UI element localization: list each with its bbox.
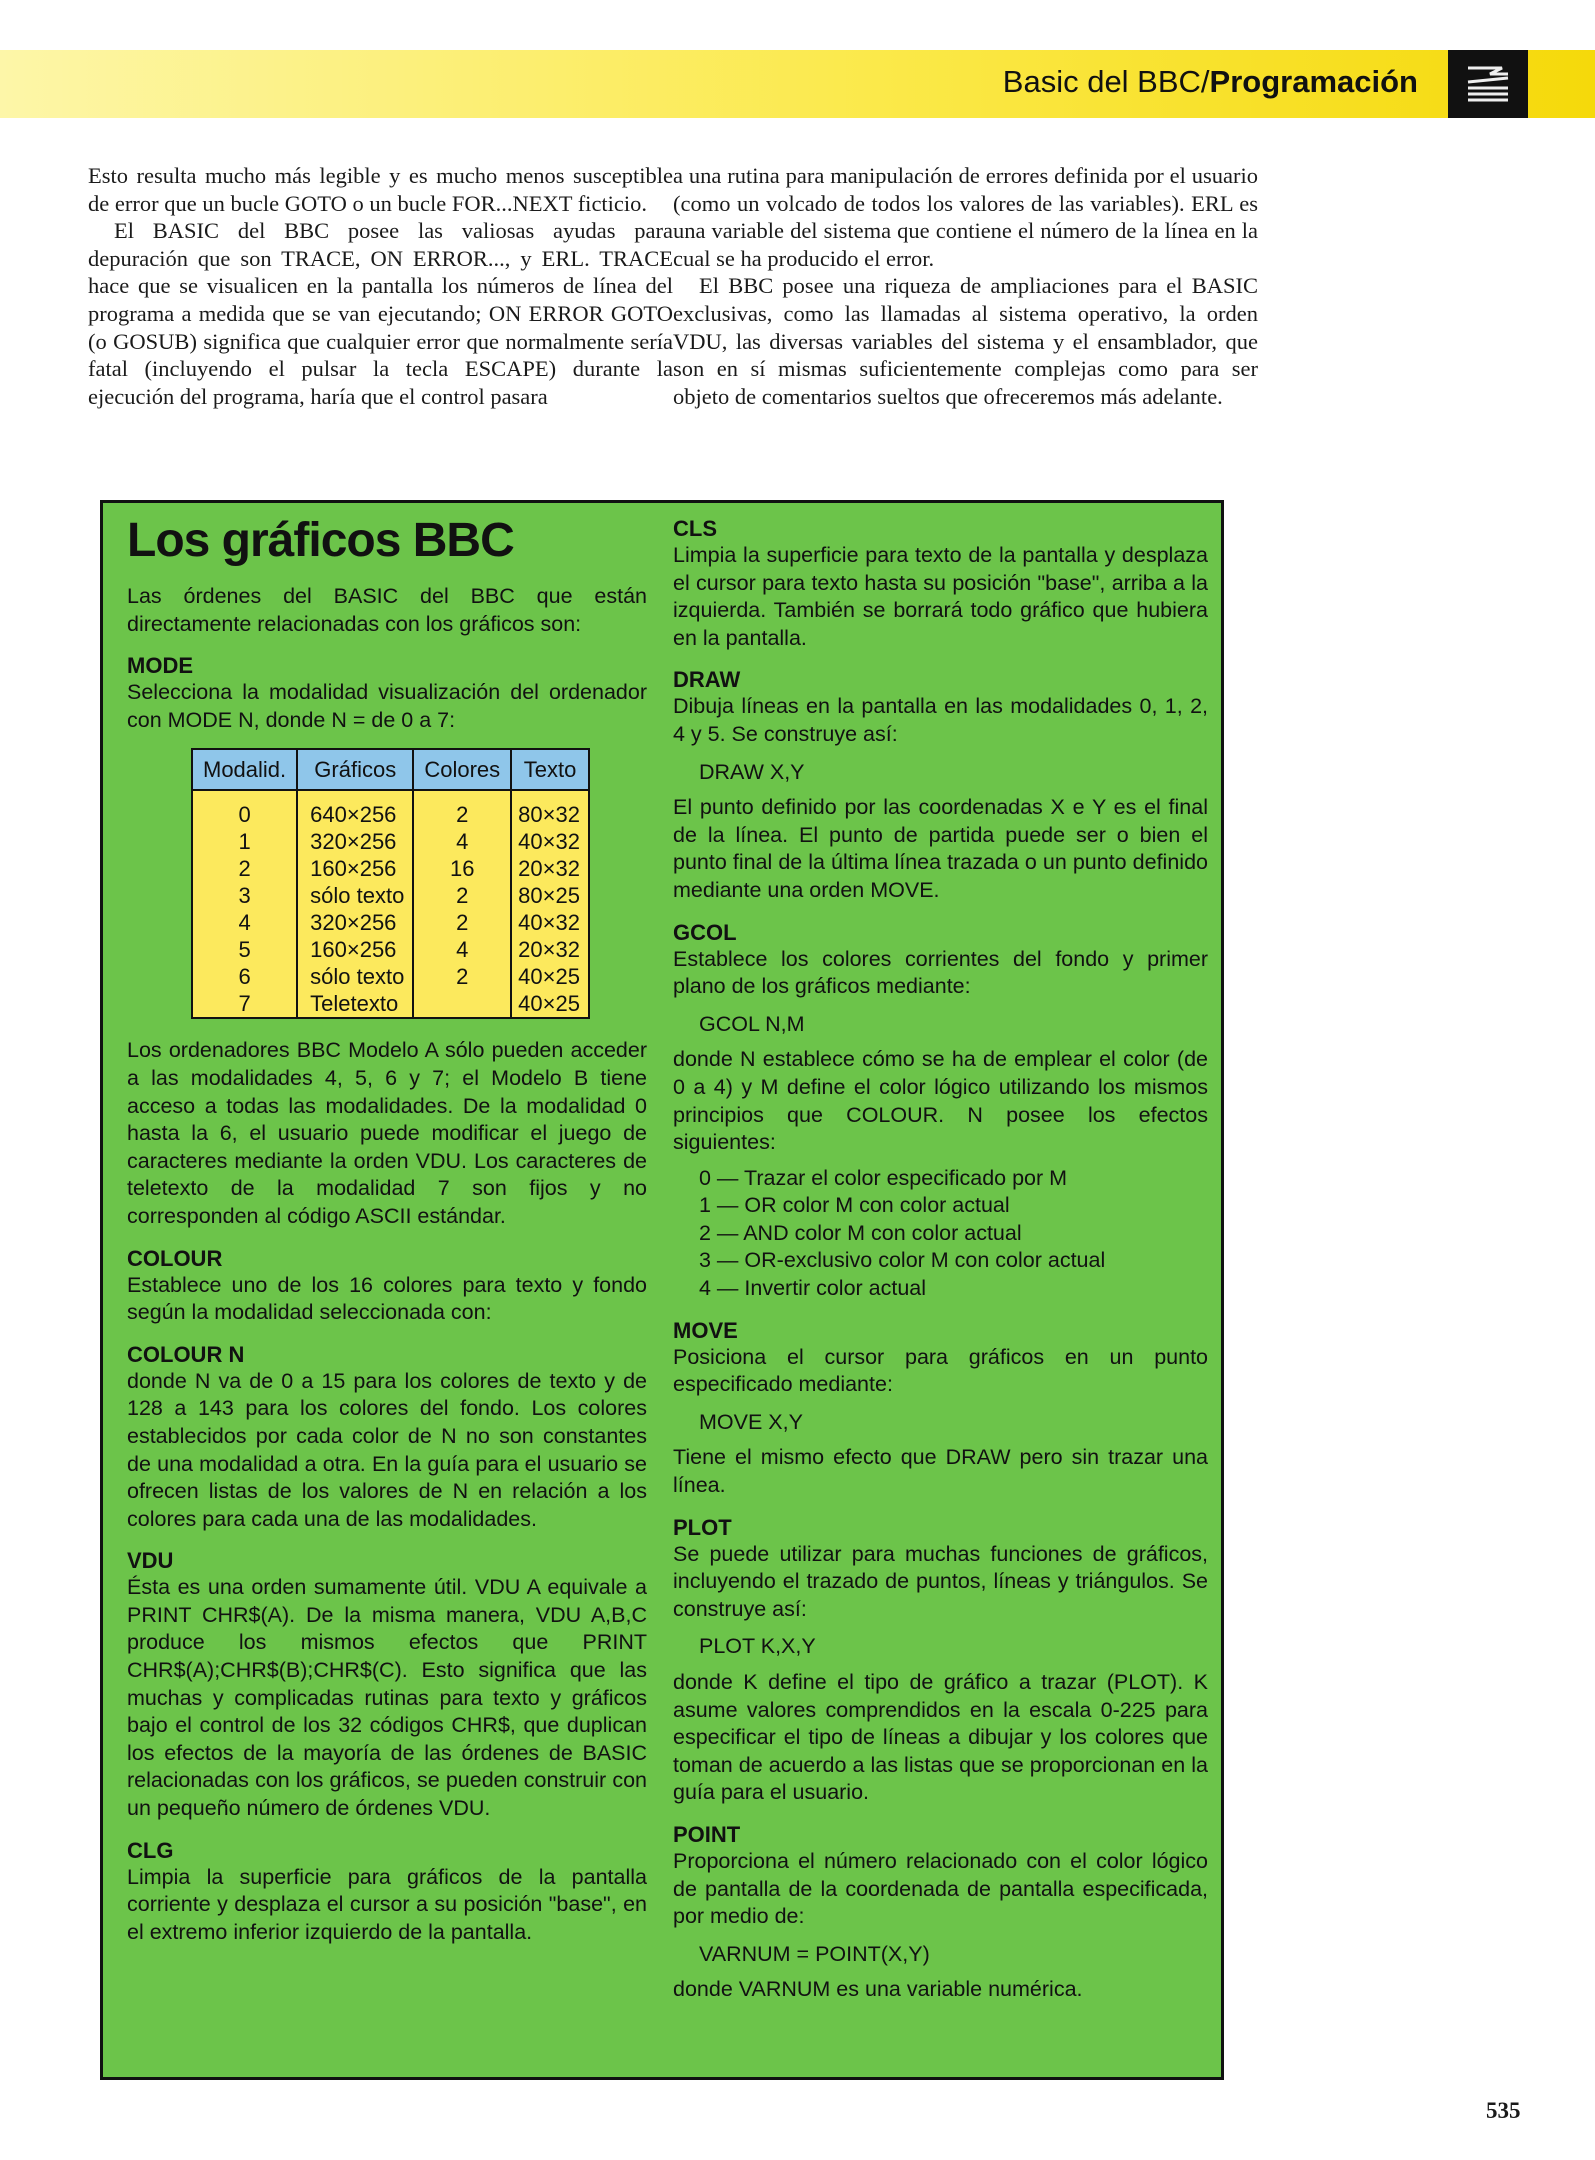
cell: 40×32: [511, 828, 589, 855]
section-text: donde N va de 0 a 15 para los colores de texto y de 128 a 143 para los colores del fondo. Los colores establecidos por cada color de N no son constantes de una modalidad a otra. En la guía para el usuario se ofrecen listas de los valores de N en relación a los colores para cada una de las modalidades.: [127, 1368, 647, 1531]
section-heading: PLOT: [673, 1514, 732, 1540]
code-example: GCOL N,M: [699, 1011, 805, 1036]
col-header: Colores: [413, 749, 511, 790]
section-heading: POINT: [673, 1821, 741, 1847]
section-mode: [127, 652, 647, 734]
cell: 2: [413, 790, 511, 828]
cell: 40×25: [511, 990, 589, 1018]
section-text: donde VARNUM es una variable numérica.: [673, 1977, 1083, 2002]
cell: 2: [413, 909, 511, 936]
list-item: 4 — Invertir color actual: [699, 1276, 927, 1301]
section-text: Limpia la superficie para gráficos de la pantalla corriente y desplaza el cursor a su posición "base", en el extremo inferior izquierdo de la pantalla.: [127, 1864, 647, 1944]
table-header-row: [192, 749, 589, 790]
cell: 20×32: [511, 936, 589, 963]
table-row: [192, 936, 589, 963]
table-row: [192, 828, 589, 855]
cell: 40×25: [511, 963, 589, 990]
section-clg: [127, 1837, 647, 1947]
list-item: 3 — OR-exclusivo color M con color actual: [699, 1248, 1106, 1273]
cell: 0: [192, 790, 297, 828]
section-colour-n: [127, 1341, 647, 1534]
section-plot: [673, 1514, 1208, 1807]
section-cls: [673, 515, 1208, 652]
intro-paragraph: a una rutina para manipulación de errores definida por el usuario (como un volcado de todos los valores de las variables). ERL es una variable del sistema que contiene el número de la línea en la cual se ha producido el error.: [673, 163, 1258, 271]
section-text: Ésta es una orden sumamente útil. VDU A equivale a PRINT CHR$(A). De la misma manera, VDU A,B,C produce los mismos efectos que PRINT CHR$(A);CHR$(B);CHR$(C). Esto significa que las muchas y complicadas rutinas para texto y gráficos bajo el control de los 32 códigos CHR$, que duplican los efectos de la mayoría de las órdenes de BASIC relacionadas con los gráficos, se pueden construir con un pequeño número de órdenes VDU.: [127, 1575, 647, 1821]
section-text: Limpia la superficie para texto de la pantalla y desplaza el cursor para texto hasta su posición "base", arriba a la izquierda. También se borrará todo gráfico que hubiera en la pantalla.: [673, 543, 1208, 650]
section-text: Proporciona el número relacionado con el color lógico de pantalla de la coordenada de pantalla especificada, por medio de:: [673, 1848, 1208, 1929]
section-text: donde N establece cómo se ha de emplear el color (de 0 a 4) y M define el color lógico utilizando los mismos principios que COLOUR. N posee los efectos siguientes:: [673, 1047, 1208, 1155]
table-row: [192, 990, 589, 1018]
section-text: Posiciona el cursor para gráficos en un punto especificado mediante:: [673, 1344, 1208, 1397]
cell: 160×256: [297, 855, 413, 882]
header-section: Basic del BBC/: [1002, 64, 1210, 99]
section-heading: MODE: [127, 653, 193, 679]
section-text: Establece los colores corrientes del fondo y primer plano de los gráficos mediante:: [673, 946, 1208, 999]
table-row: [192, 963, 589, 990]
col-header: Gráficos: [297, 749, 413, 790]
code-example: PLOT K,X,Y: [699, 1634, 816, 1659]
code-example: DRAW X,Y: [699, 759, 805, 784]
cell: 20×32: [511, 855, 589, 882]
code-example: MOVE X,Y: [699, 1409, 803, 1434]
zigzag-stripes-icon: [1448, 50, 1528, 118]
box-intro-text: Las órdenes del BASIC del BBC que están directamente relacionadas con los gráficos son:: [127, 584, 647, 636]
cell: 1: [192, 828, 297, 855]
intro-column-right: [673, 162, 1258, 410]
table-row: [192, 882, 589, 909]
section-text: donde K define el tipo de gráfico a trazar (PLOT). K asume valores comprendidos en la escala 0-225 para especificar el tipo de líneas a dibujar y los colores que toman de acuerdo a las listas que se proporcionan en la guía para el usuario.: [673, 1670, 1208, 1805]
section-heading: COLOUR: [127, 1245, 223, 1271]
section-vdu: [127, 1547, 647, 1822]
cell: 6: [192, 963, 297, 990]
cell: 320×256: [297, 909, 413, 936]
cell: Teletexto: [297, 990, 413, 1018]
cell: 160×256: [297, 936, 413, 963]
cell: 5: [192, 936, 297, 963]
cell: 2: [413, 963, 511, 990]
section-heading: VDU: [127, 1548, 174, 1574]
table-row: [192, 790, 589, 828]
cell: 7: [192, 990, 297, 1018]
intro-paragraph: El BBC posee una riqueza de ampliaciones para el BASIC exclusivas, como las llamadas al sistema operativo, la orden VDU, las diversas variables del sistema y el ensamblador, que son en sí mismas suficientemente complejas como para ser objeto de comentarios sueltos que ofreceremos más adelante.: [673, 273, 1258, 409]
section-heading: COLOUR N: [127, 1341, 245, 1367]
section-move: [673, 1317, 1208, 1500]
intro-paragraph: El BASIC del BBC posee las valiosas ayudas para depuración que son TRACE, ON ERROR..., y ERL. TRACE hace que se visualicen en la pantalla los números de línea del programa a medida que se van ejecutando; ON ERROR GOTO (o GOSUB) significa que cualquier error que normalmente sería fatal (incluyendo el pulsar la tecla ESCAPE) durante la ejecución del programa, haría que el control pasara: [88, 218, 673, 409]
intro-column-left: [88, 162, 673, 410]
cell: 320×256: [297, 828, 413, 855]
table-row: [192, 909, 589, 936]
cell: 16: [413, 855, 511, 882]
cell: 2: [413, 882, 511, 909]
cell: 80×32: [511, 790, 589, 828]
box-title: Los gráficos BBC: [127, 514, 514, 567]
section-heading: DRAW: [673, 667, 741, 693]
cell: sólo texto: [297, 882, 413, 909]
cell: 640×256: [297, 790, 413, 828]
section-heading: GCOL: [673, 919, 737, 945]
section-gcol: [673, 919, 1208, 1303]
section-colour: [127, 1245, 647, 1327]
col-header: Modalid.: [192, 749, 297, 790]
list-item: 2 — AND color M con color actual: [699, 1220, 1022, 1245]
section-heading: CLS: [673, 516, 717, 541]
code-example: VARNUM = POINT(X,Y): [699, 1941, 930, 1966]
page-number: 535: [1486, 2098, 1521, 2123]
cell: sólo texto: [297, 963, 413, 990]
section-text: Establece uno de los 16 colores para texto y fondo según la modalidad seleccionada con:: [127, 1272, 647, 1325]
cell: 2: [192, 855, 297, 882]
section-text: El punto definido por las coordenadas X e Y es el final de la línea. El punto de partida puede ser o bien el punto final de la última línea trazada o un punto definido mediante una orden MOVE.: [673, 795, 1208, 902]
cell: 4: [413, 828, 511, 855]
cell: 40×32: [511, 909, 589, 936]
cell: 80×25: [511, 882, 589, 909]
table-row: [192, 855, 589, 882]
cell: 4: [413, 936, 511, 963]
section-heading: MOVE: [673, 1317, 738, 1343]
section-heading: CLG: [127, 1837, 174, 1863]
col-header: Texto: [511, 749, 589, 790]
list-item: 0 — Trazar el color especificado por M: [699, 1165, 1068, 1190]
list-item: 1 — OR color M con color actual: [699, 1193, 1010, 1218]
cell: 3: [192, 882, 297, 909]
section-text: Dibuja líneas en la pantalla en las modalidades 0, 1, 2, 4 y 5. Se construye así:: [673, 694, 1208, 746]
box-column-right: [673, 515, 1208, 2018]
section-text: Tiene el mismo efecto que DRAW pero sin trazar una línea.: [673, 1445, 1208, 1498]
intro-paragraph: Esto resulta mucho más legible y es mucho menos susceptible de error que un bucle GOTO o un bucle FOR...NEXT ficticio.: [88, 163, 673, 216]
section-point: [673, 1821, 1208, 2004]
section-text: Los ordenadores BBC Modelo A sólo pueden acceder a las modalidades 4, 5, 6 y 7; el Modelo B tiene acceso a todas las modalidades. De la modalidad 0 hasta la 6, el usuario puede modificar el juego de caracteres mediante la orden VDU. Los caracteres de teletexto de la modalidad 7 son fijos y no corresponden al código ASCII estándar.: [127, 1038, 647, 1228]
modes-table: [191, 748, 590, 1019]
running-header: [1003, 58, 1418, 106]
section-draw: [673, 666, 1208, 904]
section-mode-notes: [127, 1037, 647, 1230]
gcol-effects-list: [699, 1165, 1208, 1303]
box-column-left: [127, 513, 647, 1960]
graphics-box: [100, 500, 1224, 2080]
section-text: Se puede utilizar para muchas funciones de gráficos, incluyendo el trazado de puntos, líneas y triángulos. Se construye así:: [673, 1541, 1208, 1621]
cell: [413, 990, 511, 1018]
header-title: Programación: [1209, 64, 1418, 99]
cell: 4: [192, 909, 297, 936]
section-text: Selecciona la modalidad visualización del ordenador con MODE N, donde N = de 0 a 7:: [127, 680, 647, 732]
box-intro: [127, 583, 647, 638]
